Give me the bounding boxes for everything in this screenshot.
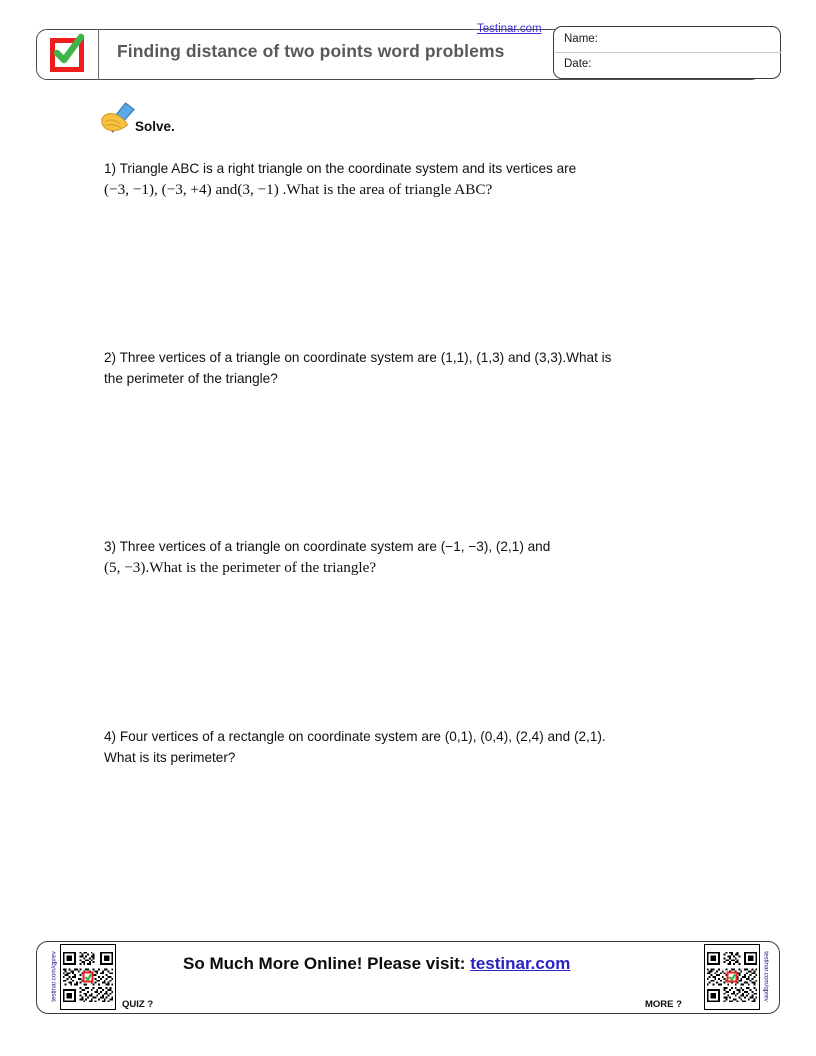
footer-site-link[interactable]: testinar.com (470, 954, 571, 973)
problem-3-line-1: 3) Three vertices of a triangle on coordinate system are (−1, −3), (2,1) and (104, 539, 551, 554)
qr-code-icon[interactable] (704, 944, 760, 1010)
footer-promo-label: So Much More Online! Please visit: (183, 954, 471, 973)
problem-3-line-2: (5, −3).What is the perimeter of the triangle? (104, 559, 377, 576)
more-caption: MORE ? (645, 999, 682, 1010)
date-label: Date: (564, 58, 592, 70)
name-date-divider (555, 52, 781, 53)
name-label: Name: (564, 33, 598, 45)
problem-1-line-2: (−3, −1), (−3, +4) and(3, −1) .What is the area of triangle ABC? (104, 181, 493, 198)
green-check-icon (48, 32, 88, 72)
problem-item-4 (104, 726, 764, 768)
problem-item-3 (104, 536, 764, 578)
logo-cell (36, 29, 99, 80)
problem-1-line-1: 1) Triangle ABC is a right triangle on the coordinate system and its vertices are (104, 161, 577, 176)
problem-2-line-2: the perimeter of the triangle? (104, 371, 278, 386)
qr-right-side-label: testinar.com/qprev (762, 951, 770, 1002)
instruction-row (100, 100, 175, 136)
footer-promo-text (183, 954, 570, 974)
problem-item-2 (104, 347, 764, 389)
hand-with-pencil-icon (100, 102, 138, 136)
problem-item-1 (104, 158, 764, 200)
site-link-top[interactable]: Testinar.com (477, 23, 542, 35)
red-square-green-check-icon (48, 36, 86, 74)
more-qr-block[interactable] (703, 944, 773, 1010)
name-date-box (553, 26, 781, 79)
instruction-label: Solve. (135, 119, 175, 134)
qr-left-side-label: testinar.com/qprev (50, 951, 58, 1002)
problem-2-line-1: 2) Three vertices of a triangle on coordinate system are (1,1), (1,3) and (3,3).What is (104, 350, 612, 365)
page-header (0, 0, 816, 100)
problem-4-line-1: 4) Four vertices of a rectangle on coordinate system are (0,1), (0,4), (2,4) and (2,1). (104, 729, 606, 744)
name-input[interactable] (612, 32, 774, 48)
page-title: Finding distance of two points word problems (117, 41, 505, 61)
quiz-qr-block[interactable] (47, 944, 117, 1010)
date-input[interactable] (612, 57, 774, 73)
qr-code-icon[interactable] (60, 944, 116, 1010)
problem-4-line-2: What is its perimeter? (104, 750, 236, 765)
quiz-caption: QUIZ ? (122, 999, 154, 1010)
